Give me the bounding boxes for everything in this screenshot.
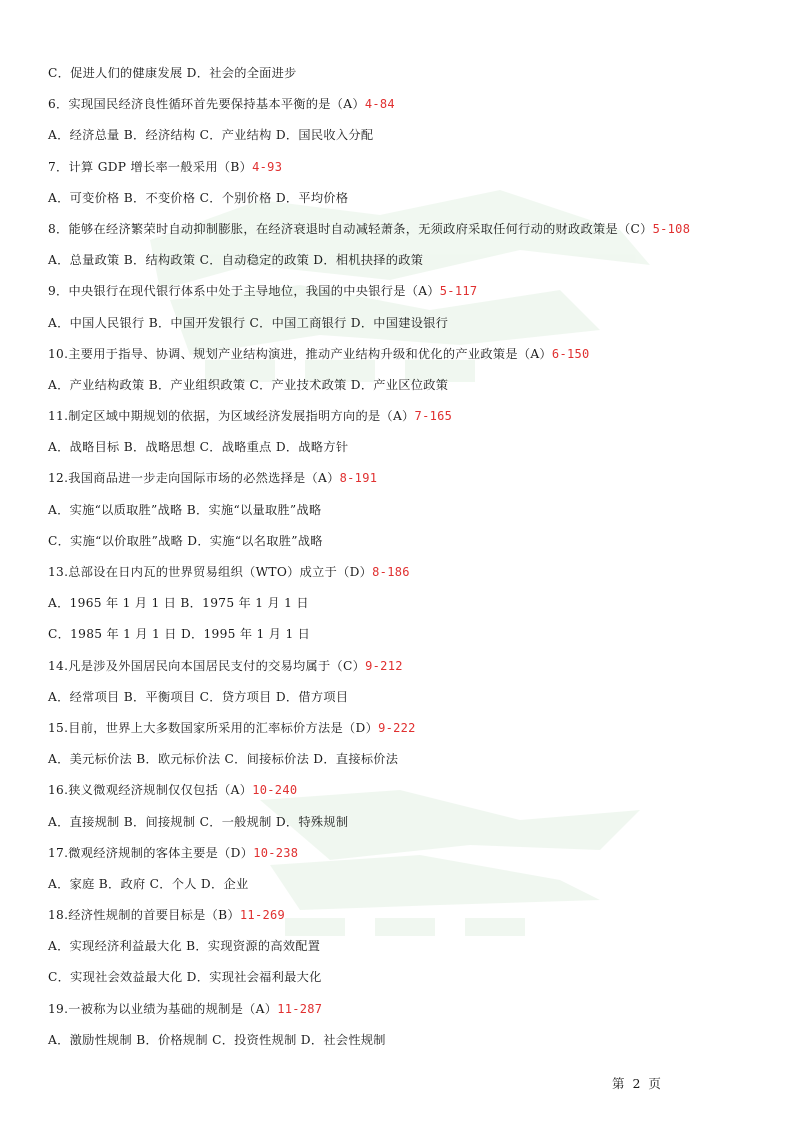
question-text: 11.制定区域中期规划的依据，为区域经济发展指明方向的是（A） — [48, 409, 415, 424]
options-text: A．中国人民银行 B．中国开发银行 C．中国工商银行 D．中国建设银行 — [48, 315, 449, 330]
options-line — [48, 187, 758, 218]
question-line — [48, 467, 758, 498]
options-text: A．经常项目 B．平衡项目 C．贷方项目 D．借方项目 — [48, 689, 349, 704]
page-number: 第 2 页 — [612, 1076, 663, 1091]
question-text: 8．能够在经济繁荣时自动抑制膨胀，在经济衰退时自动减轻萧条，无须政府采取任何行动的财政政策是（C） — [48, 221, 653, 236]
options-text: A．激励性规制 B．价格规制 C．投资性规制 D．社会性规制 — [48, 1032, 386, 1047]
page-reference: 4-84 — [364, 97, 395, 112]
page-reference: 10-238 — [253, 845, 299, 860]
question-line — [48, 717, 758, 748]
options-line — [48, 966, 758, 997]
question-text: 12.我国商品进一步走向国际市场的必然选择是（A） — [48, 471, 340, 486]
options-line — [48, 1029, 758, 1060]
options-text: A．实现经济利益最大化 B．实现资源的高效配置 — [48, 939, 321, 954]
options-line — [48, 686, 758, 717]
options-text: A．实施“以质取胜”战略 B．实施“以量取胜”战略 — [48, 502, 322, 517]
options-line — [48, 312, 758, 343]
question-line — [48, 655, 758, 686]
page-reference: 11-269 — [239, 908, 286, 923]
question-line — [48, 998, 758, 1029]
options-line — [48, 811, 758, 842]
page-reference: 5-117 — [439, 284, 478, 299]
question-line — [48, 904, 758, 935]
page-reference: 4-93 — [252, 159, 283, 174]
question-text: 10.主要用于指导、协调、规划产业结构演进，推动产业结构升级和优化的产业政策是（A） — [48, 346, 552, 361]
options-line — [48, 374, 758, 405]
question-list — [48, 62, 758, 1060]
options-text: A．可变价格 B．不变价格 C．个别价格 D．平均价格 — [48, 190, 349, 205]
page-reference: 6-150 — [551, 346, 590, 361]
options-text: A．直接规制 B．间接规制 C．一般规制 D．特殊规制 — [48, 814, 349, 829]
options-text: A．经济总量 B．经济结构 C．产业结构 D．国民收入分配 — [48, 128, 374, 143]
options-text: C．实施“以价取胜”战略 D．实施“以名取胜”战略 — [48, 533, 323, 548]
options-line — [48, 592, 758, 623]
options-text: C．1985 年 1 月 1 日 D．1995 年 1 月 1 日 — [48, 627, 311, 642]
question-text: 16.狭义微观经济规制仅仅包括（A） — [48, 783, 253, 798]
question-line — [48, 561, 758, 592]
options-text: A．美元标价法 B．欧元标价法 C．间接标价法 D．直接标价法 — [48, 752, 399, 767]
page-reference: 5-108 — [652, 221, 691, 236]
options-text: A．战略目标 B．战略思想 C．战略重点 D．战略方针 — [48, 440, 349, 455]
question-text: 14.凡是涉及外国居民向本国居民支付的交易均属于（C） — [48, 658, 366, 673]
options-line — [48, 249, 758, 280]
question-line — [48, 405, 758, 436]
question-line — [48, 93, 758, 124]
question-line — [48, 779, 758, 810]
question-line — [48, 280, 758, 311]
page-reference: 8-191 — [339, 471, 378, 486]
question-text: 9．中央银行在现代银行体系中处于主导地位，我国的中央银行是（A） — [48, 284, 440, 299]
options-line — [48, 748, 758, 779]
question-text: 13.总部设在日内瓦的世界贸易组织（WTO）成立于（D） — [48, 565, 373, 579]
options-line — [48, 935, 758, 966]
options-line — [48, 530, 758, 561]
page-reference: 11-287 — [277, 1001, 323, 1016]
options-line — [48, 436, 758, 467]
question-text: 7．计算 GDP 增长率一般采用（B） — [48, 159, 253, 174]
page-reference: 8-186 — [372, 565, 410, 579]
options-text: A．家庭 B．政府 C．个人 D．企业 — [48, 876, 249, 891]
question-text: 18.经济性规制的首要目标是（B） — [48, 908, 240, 923]
options-text: A．总量政策 B．结构政策 C．自动稳定的政策 D．相机抉择的政策 — [48, 253, 424, 268]
question-text: 6．实现国民经济良性循环首先要保持基本平衡的是（A） — [48, 97, 365, 112]
question-line — [48, 343, 758, 374]
page-reference: 9-212 — [365, 658, 403, 673]
options-text: C．实现社会效益最大化 D．实现社会福利最大化 — [48, 970, 322, 985]
page-reference: 7-165 — [414, 409, 453, 424]
options-line — [48, 873, 758, 904]
line-text: C．促进人们的健康发展 D．社会的全面进步 — [48, 66, 297, 80]
question-text: 19.一被称为以业绩为基础的规制是（A） — [48, 1001, 278, 1016]
question-line — [48, 156, 758, 187]
question-line — [48, 218, 758, 249]
text-line — [48, 62, 758, 93]
options-line — [48, 124, 758, 155]
options-text: A．1965 年 1 月 1 日 B．1975 年 1 月 1 日 — [48, 596, 309, 611]
options-line — [48, 623, 758, 654]
options-text: A．产业结构政策 B．产业组织政策 C．产业技术政策 D．产业区位政策 — [48, 377, 449, 392]
page-reference: 9-222 — [378, 720, 416, 735]
options-line — [48, 499, 758, 530]
page-reference: 10-240 — [252, 783, 298, 798]
question-line — [48, 842, 758, 873]
question-text: 15.目前，世界上大多数国家所采用的汇率标价方法是（D） — [48, 720, 379, 735]
question-text: 17.微观经济规制的客体主要是（D） — [48, 845, 254, 860]
